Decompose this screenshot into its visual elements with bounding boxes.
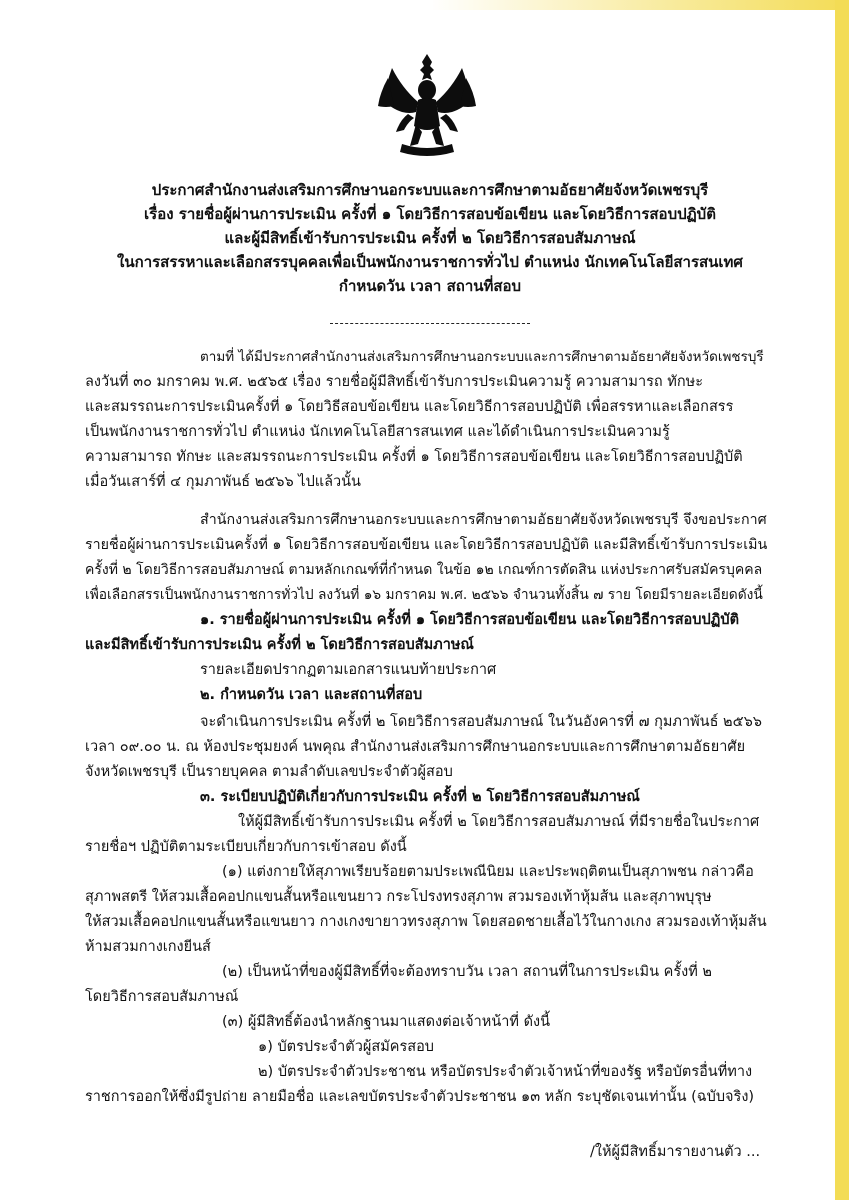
paragraph-2-line: รายชื่อผู้ผ่านการประเมินครั้งที่ ๑ โดยวิธีการสอบข้อเขียน และโดยวิธีการสอบปฏิบัติ และมีสิทธิ์เข้ารับการประเมิน bbox=[85, 537, 768, 553]
paragraph-2-line: ครั้งที่ ๒ โดยวิธีการสอบสัมภาษณ์ ตามหลักเกณฑ์ที่กำหนด ในข้อ ๑๒ เกณฑ์การตัดสิน แห่งประกาศรับสมัครบุคคล bbox=[85, 562, 763, 578]
section-2-text: เวลา ๐๙.๐๐ น. ณ ห้องประชุมยงค์ นพคุณ สำนักงานส่งเสริมการศึกษานอกระบบและการศึกษาตามอัธยาศัย bbox=[85, 739, 746, 755]
title-line: ประกาศสำนักงานส่งเสริมการศึกษานอกระบบและการศึกษาตามอัธยาศัยจังหวัดเพชรบุรี bbox=[151, 181, 709, 199]
paragraph-1-line: และสมรรถนะการประเมินครั้งที่ ๑ โดยวิธีสอบข้อเขียน และโดยวิธีการสอบปฏิบัติ เพื่อสรรหาและเลือกสรร bbox=[85, 399, 734, 415]
title-line: และผู้มีสิทธิ์เข้ารับการประเมิน ครั้งที่ ๒ โดยวิธีการสอบสัมภาษณ์ bbox=[224, 229, 636, 247]
garuda-emblem-icon bbox=[372, 48, 482, 160]
item-1-line: (๑) แต่งกายให้สุภาพเรียบร้อยตามประเพณีนิยม และประพฤติตนเป็นสุภาพชน กล่าวคือ bbox=[222, 864, 754, 880]
item-1-line: ให้สวมเสื้อคอปกแขนสั้นหรือแขนยาว กางเกงขายาวทรงสุภาพ โดยสอดชายเสื้อไว้ในกางเกง สวมรองเท้าหุ้มส้น bbox=[85, 914, 767, 930]
page-edge-highlight bbox=[835, 0, 849, 1200]
section-2-text: จะดำเนินการประเมิน ครั้งที่ ๒ โดยวิธีการสอบสัมภาษณ์ ในวันอังคารที่ ๗ กุมภาพันธ์ ๒๕๖๖ bbox=[200, 714, 762, 730]
item-3-line: (๓) ผู้มีสิทธิ์ต้องนำหลักฐานมาแสดงต่อเจ้าหน้าที่ ดังนี้ bbox=[222, 1014, 550, 1030]
section-3-intro: รายชื่อฯ ปฏิบัติตามระเบียบเกี่ยวกับการเข้าสอบ ดังนี้ bbox=[85, 839, 407, 855]
item-3-2-line: ๒) บัตรประจำตัวประชาชน หรือบัตรประจำตัวเจ้าหน้าที่ของรัฐ หรือบัตรอื่นที่ทาง bbox=[258, 1064, 753, 1080]
title-divider bbox=[330, 323, 530, 324]
paragraph-2-line: เพื่อเลือกสรรเป็นพนักงานราชการทั่วไป ลงวันที่ ๑๖ มกราคม พ.ศ. ๒๕๖๖ จำนวนทั้งสิ้น ๗ ราย โดยมีรายละเอียดดังนี้ bbox=[85, 587, 763, 603]
paragraph-1-line: เป็นพนักงานราชการทั่วไป ตำแหน่ง นักเทคโนโลยีสารสนเทศ และได้ดำเนินการประเมินความรู้ bbox=[85, 424, 670, 440]
item-2-line: โดยวิธีการสอบสัมภาษณ์ bbox=[85, 989, 239, 1005]
section-2-heading: ๒. กำหนดวัน เวลา และสถานที่สอบ bbox=[200, 687, 423, 703]
section-3-heading: ๓. ระเบียบปฏิบัติเกี่ยวกับการประเมิน ครั้งที่ ๒ โดยวิธีการสอบสัมภาษณ์ bbox=[200, 789, 640, 805]
item-3-1-line: ๑) บัตรประจำตัวผู้สมัครสอบ bbox=[258, 1039, 435, 1055]
continuation-note: /ให้ผู้มีสิทธิ์มารายงานตัว ... bbox=[590, 1144, 761, 1160]
paragraph-2-line: สำนักงานส่งเสริมการศึกษานอกระบบและการศึกษาตามอัธยาศัยจังหวัดเพชรบุรี จึงขอประกาศ bbox=[200, 512, 767, 528]
item-3-2-line: ราชการออกให้ซึ่งมีรูปถ่าย ลายมือชื่อ และเลขบัตรประจำตัวประชาชน ๑๓ หลัก ระบุชัดเจนเท่านั้น (ฉบับจริง) bbox=[85, 1089, 755, 1105]
paragraph-1-line: เมื่อวันเสาร์ที่ ๔ กุมภาพันธ์ ๒๕๖๖ ไปแล้วนั้น bbox=[85, 474, 361, 490]
paragraph-1-line: ตามที่ ได้มีประกาศสำนักงานส่งเสริมการศึกษานอกระบบและการศึกษาตามอัธยาศัยจังหวัดเพชรบุรี bbox=[200, 349, 764, 365]
item-2-line: (๒) เป็นหน้าที่ของผู้มีสิทธิ์ที่จะต้องทราบวัน เวลา สถานที่ในการประเมิน ครั้งที่ ๒ bbox=[222, 964, 712, 980]
section-2-text: จังหวัดเพชรบุรี เป็นรายบุคคล ตามลำดับเลขประจำตัวผู้สอบ bbox=[85, 764, 453, 780]
announcement-title bbox=[90, 178, 770, 298]
section-3-intro: ให้ผู้มีสิทธิ์เข้ารับการประเมิน ครั้งที่ ๒ โดยวิธีการสอบสัมภาษณ์ ที่มีรายชื่อในประกาศ bbox=[238, 814, 760, 830]
title-line: เรื่อง รายชื่อผู้ผ่านการประเมิน ครั้งที่ ๑ โดยวิธีการสอบข้อเขียน และโดยวิธีการสอบปฏิบัติ bbox=[144, 205, 716, 223]
paragraph-1-line: ลงวันที่ ๓๐ มกราคม พ.ศ. ๒๕๖๕ เรื่อง รายชื่อผู้มีสิทธิ์เข้ารับการประเมินความรู้ ความสามารถ ทักษะ bbox=[85, 374, 703, 390]
title-line: ในการสรรหาและเลือกสรรบุคคลเพื่อเป็นพนักงานราชการทั่วไป ตำแหน่ง นักเทคโนโลยีสารสนเทศ bbox=[117, 253, 743, 271]
section-1-heading: และมีสิทธิ์เข้ารับการประเมิน ครั้งที่ ๒ โดยวิธีการสอบสัมภาษณ์ bbox=[85, 637, 474, 653]
title-line: กำหนดวัน เวลา สถานที่สอบ bbox=[338, 277, 522, 295]
paragraph-1-line: ความสามารถ ทักษะ และสมรรถนะการประเมิน ครั้งที่ ๑ โดยวิธีการสอบข้อเขียน และโดยวิธีการสอบปฏิบัติ bbox=[85, 449, 743, 465]
section-1-text: รายละเอียดปรากฏตามเอกสารแนบท้ายประกาศ bbox=[200, 662, 497, 678]
section-1-heading: ๑. รายชื่อผู้ผ่านการประเมิน ครั้งที่ ๑ โดยวิธีการสอบข้อเขียน และโดยวิธีการสอบปฏิบัติ bbox=[200, 612, 740, 628]
item-1-line: ห้ามสวมกางเกงยีนส์ bbox=[85, 939, 211, 955]
item-1-line: สุภาพสตรี ให้สวมเสื้อคอปกแขนสั้นหรือแขนยาว กระโปรงทรงสุภาพ สวมรองเท้าหุ้มส้น และสุภาพบุรุษ bbox=[85, 889, 712, 905]
